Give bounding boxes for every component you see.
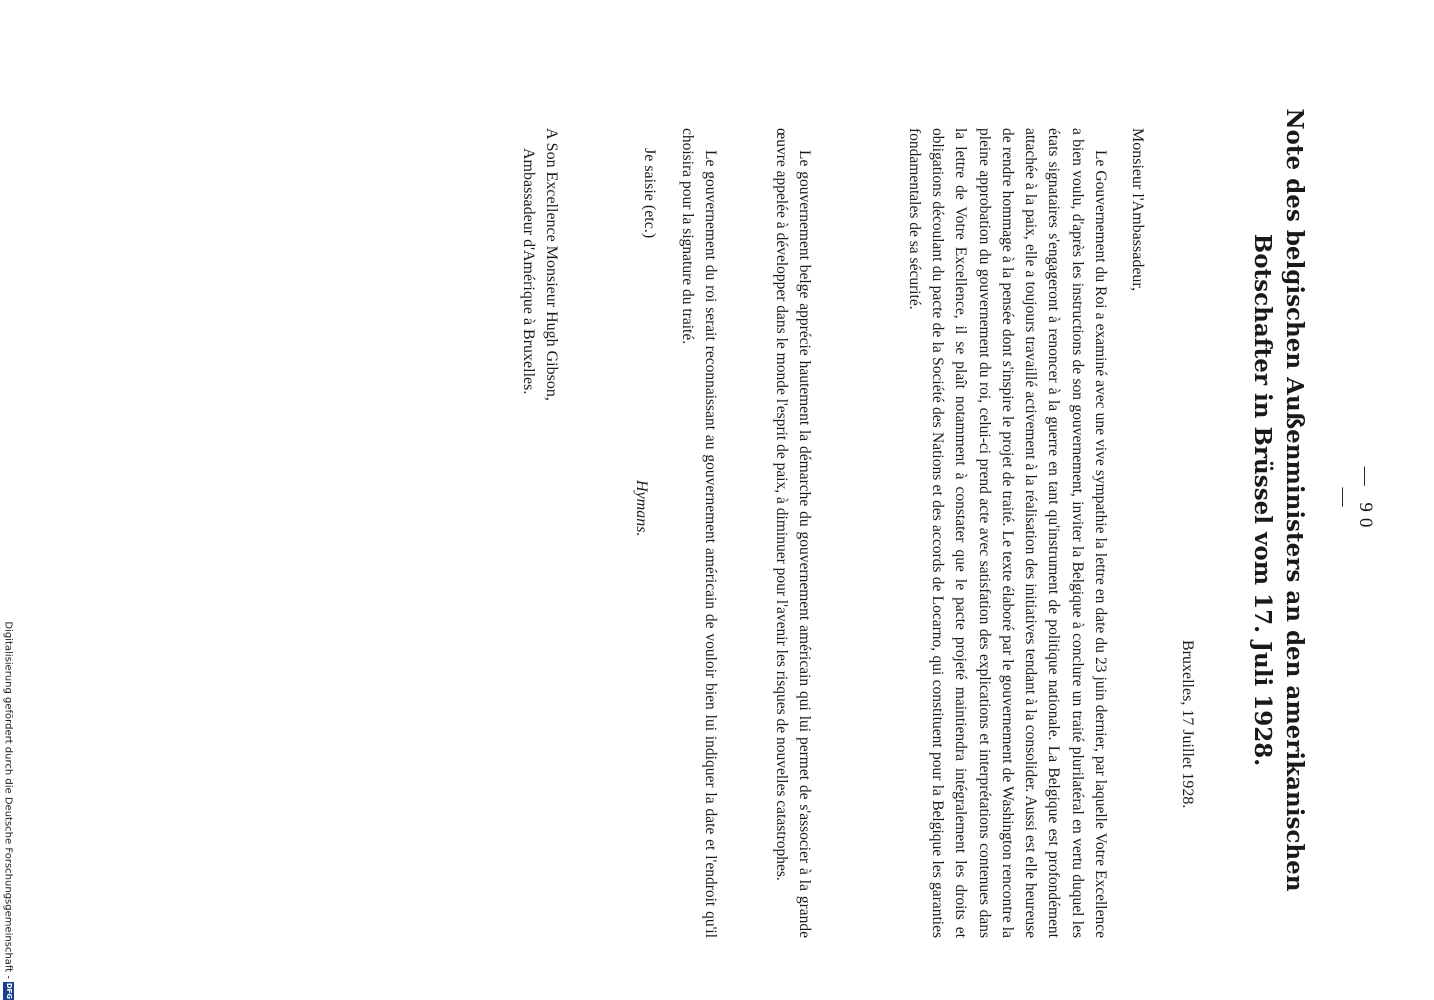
salutation: Monsieur l'Ambassadeur, — [1129, 128, 1146, 292]
signature: Hymans. — [633, 480, 650, 537]
document-title-line-2: Botschafter in Brüssel vom 17. Juli 1928. — [1249, 233, 1276, 767]
footer-note-text: Digitalisierung gefördert durch die Deutsche Forschungsgemeinschaft - — [2, 621, 14, 979]
closing-formula: Je saisie (etc.) — [641, 148, 658, 239]
document-title-line-1: Note des belgischen Außenministers an den amerikanischen — [1281, 108, 1308, 892]
addressee-line-1: A Son Excellence Monsieur Hugh Gibson, — [543, 128, 560, 401]
body-paragraph-1 — [902, 128, 1112, 938]
body-paragraph-3 — [675, 128, 722, 938]
dfg-logo: DFG — [5, 982, 13, 1000]
page-number: — 90 — — [1333, 466, 1376, 534]
body-paragraph-3-text: Le gouvernement du roi serait reconnaissant au gouvernement américain de vouloir bien lui indiquer la date et l'endroit qu'il choisira pour la signature du traité. — [678, 128, 719, 938]
addressee-line-2: Ambassadeur d'Amérique à Bruxelles. — [520, 148, 537, 395]
body-paragraph-1-text: Le Gouvernement du Roi a examiné avec une vive sympathie la lettre en date du 23 juin dernier, par laquelle Votre Excellence a bien voulu, d'après les instructions de son gouvernement, inviter la Belgique à conclure un traité plurilatéral en vertu duquel les états signataires s'engageront à renoncer à la guerre en tant qu'instrument de politique nationale. La Belgique est profondément attachée à la paix, elle a toujours travaillé activement à la réalisation des initiatives tendant à la consolider. Aussi est elle heureuse de rendre hommage à la pensée dont s'inspire le projet de traité. Le texte élaboré par le gouvernement de Washington rencontre la pleine approbation du gouvernement du roi, celui-ci prend acte avec satisfation des explications et interprétations contenues dans la lettre de Votre Excellence, il se plaît notamment à constater que le pacte projeté maintiendra intégralement les droits et obligations découlant du pacte de la Société des Nations et des accords de Locarno, qui constituent pour la Belgique les garanties fondamentales de sa sécurité. — [905, 128, 1109, 938]
date-line: Bruxelles, 17 Juillet 1928. — [1179, 640, 1196, 809]
body-paragraph-2-text: Le gouvernement belge apprécie hautement la démarche du gouvernement américain qui lui permet de s'associer à la grande œuvre appelée à développer dans le monde l'esprit de paix, à diminuer pour l'avenir les risques de nouvelles catastrophes. — [772, 128, 813, 938]
body-paragraph-2 — [769, 128, 816, 938]
